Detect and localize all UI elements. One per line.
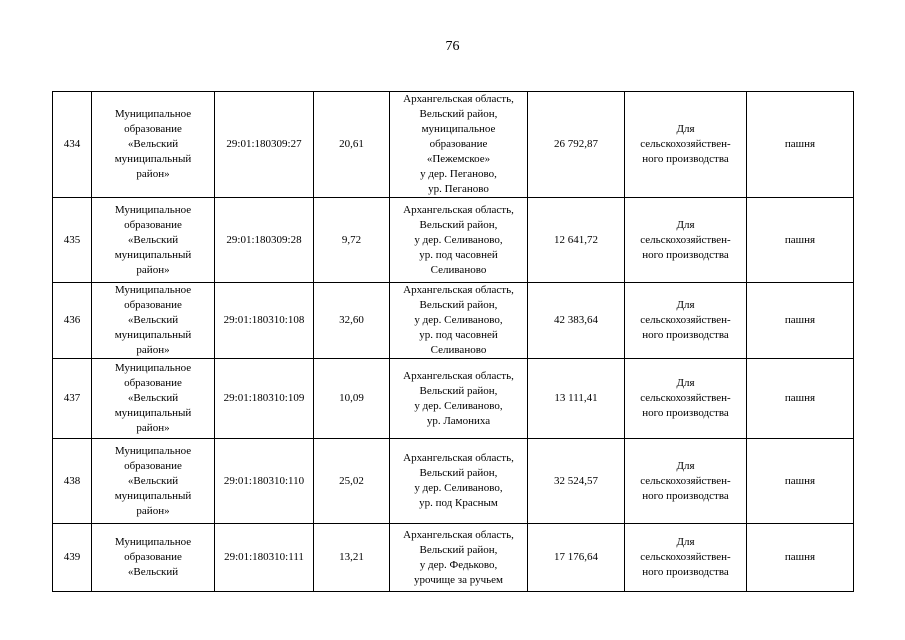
location-cell: Архангельская область, Вельский район, у дер. Федьково, урочище за ручьем bbox=[390, 524, 528, 592]
land-type-cell: пашня bbox=[747, 283, 854, 359]
cadastral-number-cell: 29:01:180310:111 bbox=[215, 524, 314, 592]
purpose-cell: Для сельскохозяйствен- ного производства bbox=[625, 439, 747, 524]
row-number-cell: 439 bbox=[53, 524, 92, 592]
table-row bbox=[53, 524, 854, 592]
land-type-cell: пашня bbox=[747, 92, 854, 198]
row-number-cell: 435 bbox=[53, 198, 92, 283]
value-cell: 13 111,41 bbox=[528, 359, 625, 439]
location-cell: Архангельская область, Вельский район, у дер. Селиваново, ур. Ламониха bbox=[390, 359, 528, 439]
owner-cell: Муниципальное образование «Вельский муниципальный район» bbox=[92, 92, 215, 198]
value-cell: 17 176,64 bbox=[528, 524, 625, 592]
row-number-cell: 437 bbox=[53, 359, 92, 439]
owner-cell: Муниципальное образование «Вельский муниципальный район» bbox=[92, 283, 215, 359]
land-plots-table bbox=[52, 91, 854, 592]
area-cell: 20,61 bbox=[314, 92, 390, 198]
purpose-cell: Для сельскохозяйствен- ного производства bbox=[625, 524, 747, 592]
cadastral-number-cell: 29:01:180309:28 bbox=[215, 198, 314, 283]
table-row bbox=[53, 283, 854, 359]
row-number-cell: 438 bbox=[53, 439, 92, 524]
cadastral-number-cell: 29:01:180310:108 bbox=[215, 283, 314, 359]
row-number-cell: 434 bbox=[53, 92, 92, 198]
owner-cell: Муниципальное образование «Вельский муниципальный район» bbox=[92, 198, 215, 283]
land-type-cell: пашня bbox=[747, 439, 854, 524]
purpose-cell: Для сельскохозяйствен- ного производства bbox=[625, 283, 747, 359]
purpose-cell: Для сельскохозяйствен- ного производства bbox=[625, 359, 747, 439]
land-type-cell: пашня bbox=[747, 198, 854, 283]
owner-cell: Муниципальное образование «Вельский bbox=[92, 524, 215, 592]
owner-cell: Муниципальное образование «Вельский муниципальный район» bbox=[92, 359, 215, 439]
location-cell: Архангельская область, Вельский район, у дер. Селиваново, ур. под Красным bbox=[390, 439, 528, 524]
table-row bbox=[53, 359, 854, 439]
location-cell: Архангельская область, Вельский район, у дер. Селиваново, ур. под часовней Селиваново bbox=[390, 283, 528, 359]
table-row bbox=[53, 92, 854, 198]
value-cell: 42 383,64 bbox=[528, 283, 625, 359]
area-cell: 32,60 bbox=[314, 283, 390, 359]
area-cell: 10,09 bbox=[314, 359, 390, 439]
cadastral-number-cell: 29:01:180309:27 bbox=[215, 92, 314, 198]
area-cell: 25,02 bbox=[314, 439, 390, 524]
location-cell: Архангельская область, Вельский район, у дер. Селиваново, ур. под часовней Селиваново bbox=[390, 198, 528, 283]
purpose-cell: Для сельскохозяйствен- ного производства bbox=[625, 92, 747, 198]
table-row bbox=[53, 439, 854, 524]
area-cell: 9,72 bbox=[314, 198, 390, 283]
table-body bbox=[53, 92, 854, 592]
purpose-cell: Для сельскохозяйствен- ного производства bbox=[625, 198, 747, 283]
owner-cell: Муниципальное образование «Вельский муниципальный район» bbox=[92, 439, 215, 524]
land-type-cell: пашня bbox=[747, 524, 854, 592]
row-number-cell: 436 bbox=[53, 283, 92, 359]
land-type-cell: пашня bbox=[747, 359, 854, 439]
area-cell: 13,21 bbox=[314, 524, 390, 592]
table-row bbox=[53, 198, 854, 283]
value-cell: 32 524,57 bbox=[528, 439, 625, 524]
value-cell: 26 792,87 bbox=[528, 92, 625, 198]
cadastral-number-cell: 29:01:180310:110 bbox=[215, 439, 314, 524]
value-cell: 12 641,72 bbox=[528, 198, 625, 283]
page-number: 76 bbox=[445, 39, 460, 54]
location-cell: Архангельская область, Вельский район, муниципальное образование «Пежемское» у дер. Пеганово, ур. Пеганово bbox=[390, 92, 528, 198]
cadastral-number-cell: 29:01:180310:109 bbox=[215, 359, 314, 439]
